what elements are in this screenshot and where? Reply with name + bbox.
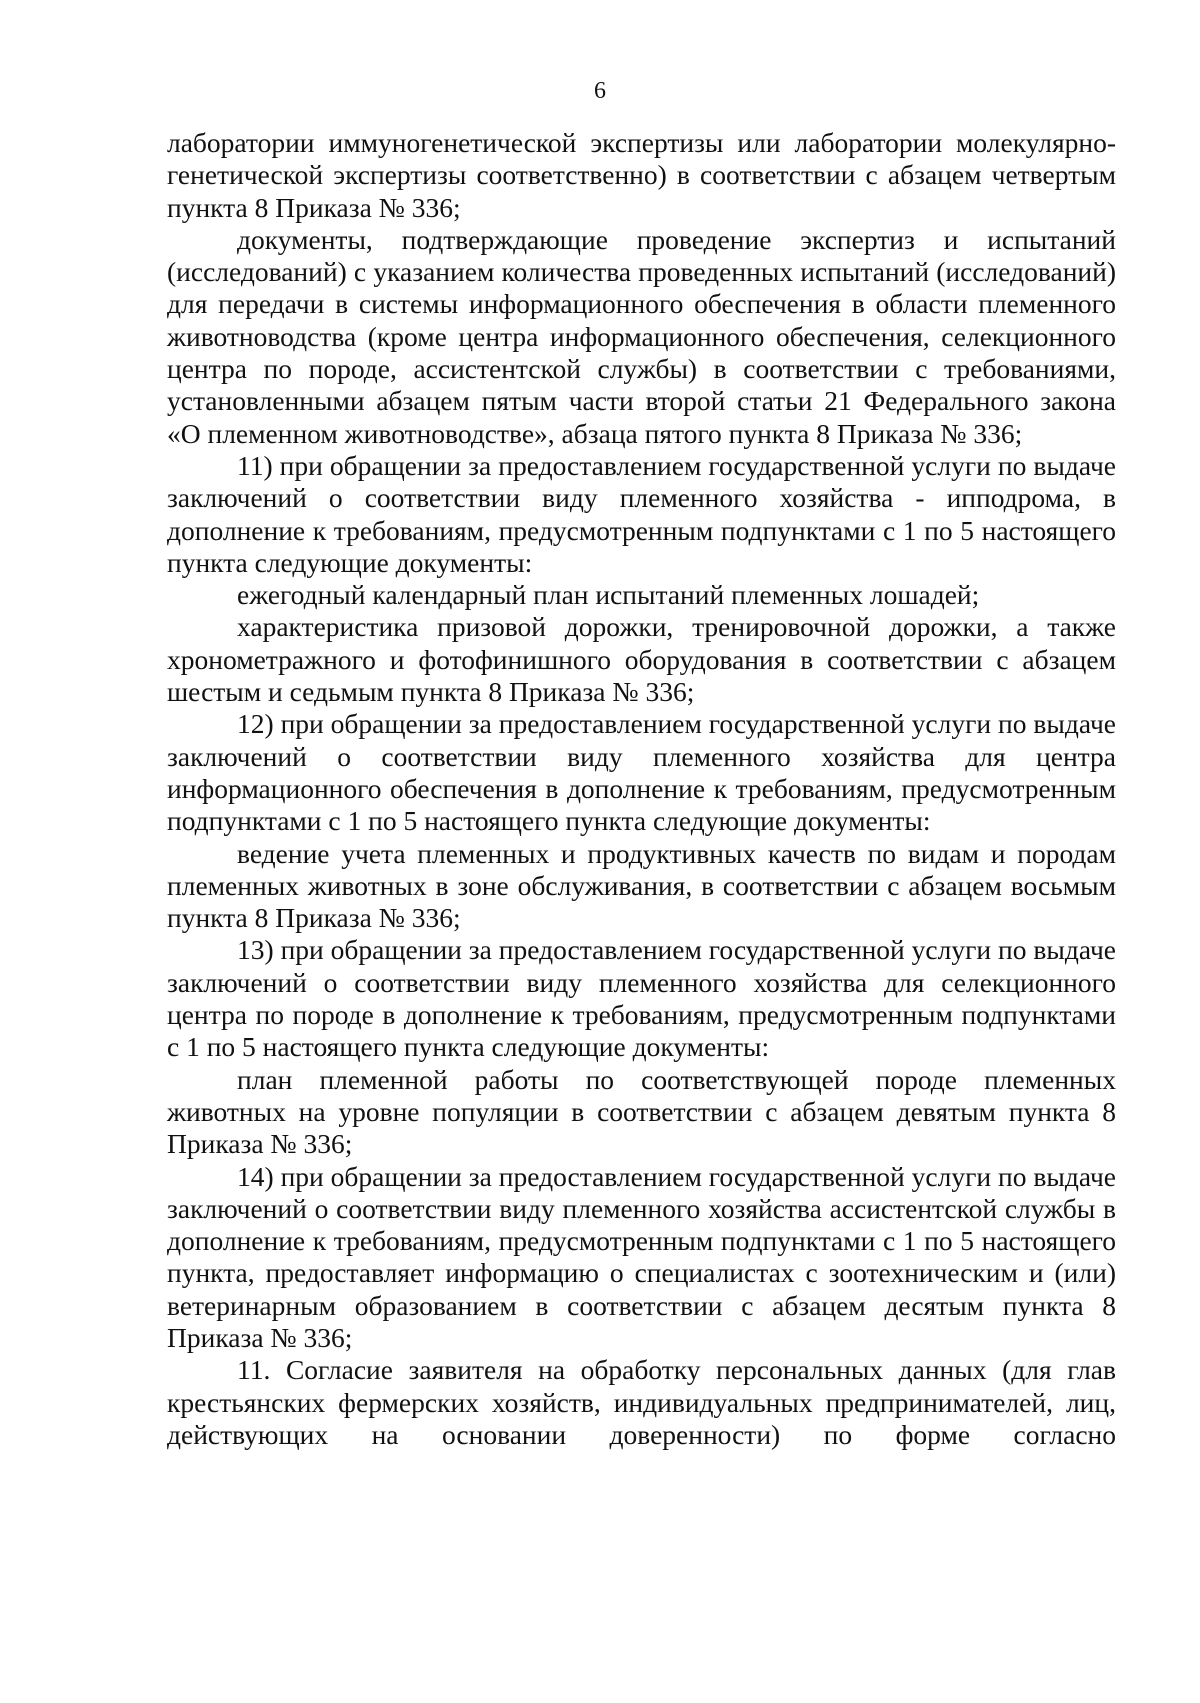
paragraph-item-11-hippodrome: 11) при обращении за предоставлением государственной услуги по выдаче заключений о соответствии виду племенного хозяйства - ипподрома, в дополнение к требованиям, предусмотренным подпунктами с 1 по 5 настоящего пункта следующие документы:: [167, 449, 1116, 578]
paragraph-point-11-consent: 11. Согласие заявителя на обработку персональных данных (для глав крестьянских фермерских хозяйств, индивидуальных предпринимателей, лиц, действующих на основании доверенности) по форме согласно: [167, 1354, 1116, 1450]
paragraph-horse-test-plan: ежегодный календарный план испытаний племенных лошадей;: [237, 579, 980, 611]
paragraph-item-14-assistant-service: 14) при обращении за предоставлением государственной услуги по выдаче заключений о соответствии виду племенного хозяйства ассистентской службы в дополнение к требованиям, предусмотренным подпунктами с 1 по 5 настоящего пункта, предоставляет информацию о специалистах с зоотехническим и (или) ветеринарным образованием в соответствии с абзацем десятым пункта 8 Приказа № 336;: [167, 1160, 1116, 1353]
paragraph-breeding-records: ведение учета племенных и продуктивных качеств по видам и породам племенных животных в зоне обслуживания, в соответствии с абзацем восьмым пункта 8 Приказа № 336;: [167, 837, 1116, 934]
paragraph-expertise-documents: документы, подтверждающие проведение экспертиз и испытаний (исследований) с указанием количества проведенных испытаний (исследований) для передачи в системы информационного обеспечения в области племенного животноводства (кроме центра информационного обеспечения, селекционного центра по породе, ассистентской службы) в соответствии с требованиями, установленными абзацем пятым части второй статьи 21 Федерального закона «О племенном животноводстве», абзаца пятого пункта 8 Приказа № 336;: [167, 223, 1116, 449]
paragraph-item-12-info-center: 12) при обращении за предоставлением государственной услуги по выдаче заключений о соответствии виду племенного хозяйства для центра информационного обеспечения в дополнение к требованиям, предусмотренным подпунктами с 1 по 5 настоящего пункта следующие документы:: [167, 708, 1116, 837]
paragraph-item-13-selection-center: 13) при обращении за предоставлением государственной услуги по выдаче заключений о соответствии виду племенного хозяйства для селекционного центра по породе в дополнение к требованиям, предусмотренным подпунктами с 1 по 5 настоящего пункта следующие документы:: [167, 934, 1116, 1063]
paragraph-lab-expertise-continuation: лаборатории иммуногенетической экспертизы или лаборатории молекулярно-генетической экспертизы соответственно) в соответствии с абзацем четвертым пункта 8 Приказа № 336;: [167, 127, 1116, 223]
document-body: [167, 127, 1116, 1451]
paragraph-breeding-plan: план племенной работы по соответствующей породе племенных животных на уровне популяции в соответствии с абзацем девятым пункта 8 Приказа № 336;: [167, 1063, 1116, 1160]
paragraph-track-characteristics: характеристика призовой дорожки, тренировочной дорожки, а также хронометражного и фотофинишного оборудования в соответствии с абзацем шестым и седьмым пункта 8 Приказа № 336;: [167, 611, 1116, 708]
page-number: 6: [594, 78, 606, 104]
